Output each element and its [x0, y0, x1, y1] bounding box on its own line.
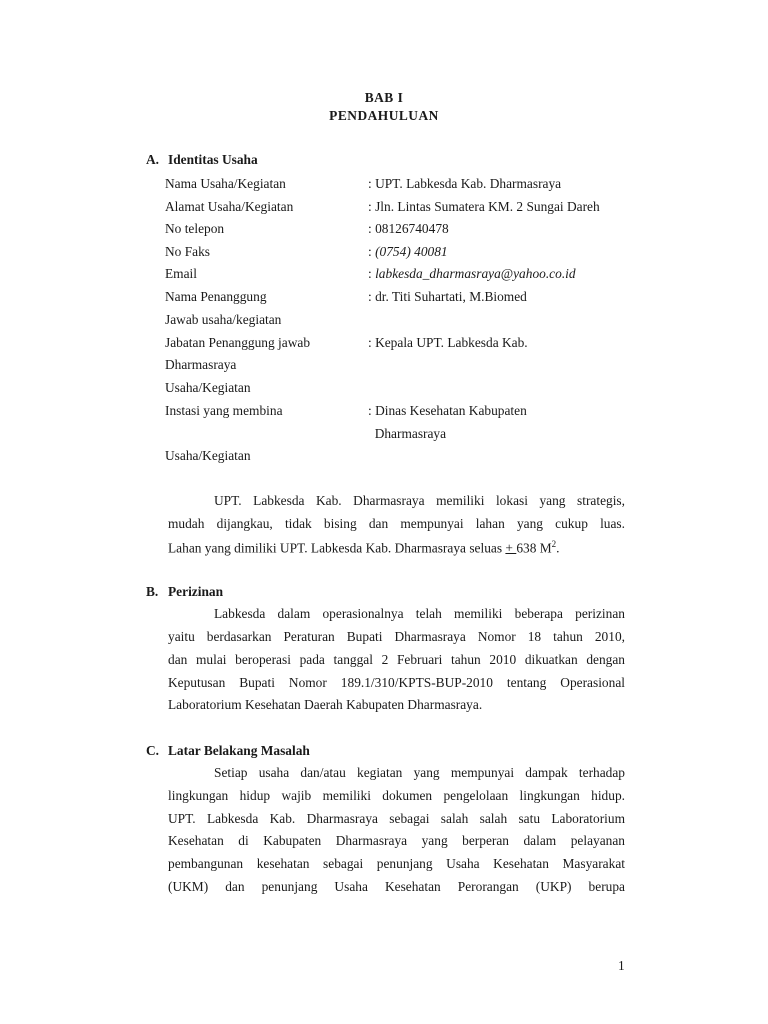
section-b-title: Perizinan	[168, 584, 224, 599]
identity-value	[368, 266, 576, 282]
paragraph-line: Setiap usaha dan/atau kegiatan yang mempunyai dampak terhadap	[214, 765, 625, 780]
identity-colon: :	[368, 266, 376, 281]
identity-value: : Dinas Kesehatan Kabupaten	[368, 403, 527, 418]
paragraph-line: mudah dijangkau, tidak bising dan mempunyai lahan yang cukup luas.	[168, 516, 625, 531]
identity-value: : Kepala UPT. Labkesda Kab.	[368, 335, 528, 350]
identity-label: Usaha/Kegiatan	[165, 380, 251, 395]
identity-label: Nama Usaha/Kegiatan	[165, 176, 286, 191]
section-b-letter: B.	[146, 584, 159, 599]
paragraph-line: Keputusan Bupati Nomor 189.1/310/KPTS-BUP-2010 tentang Operasional	[168, 675, 625, 690]
land-area: 638 M	[516, 540, 552, 556]
identity-value: : 08126740478	[368, 221, 449, 236]
land-text: Lahan yang dimiliki UPT. Labkesda Kab. Dharmasraya seluas	[168, 540, 506, 556]
area-exponent: 2	[551, 539, 557, 549]
identity-value: : dr. Titi Suhartati, M.Biomed	[368, 289, 527, 304]
page-number: 1	[618, 958, 625, 973]
identity-label: Email	[165, 266, 197, 281]
paragraph-line	[168, 539, 625, 556]
identity-label: Nama Penanggung	[165, 289, 267, 304]
section-a-title: Identitas Usaha	[168, 152, 258, 167]
paragraph-line: Kesehatan di Kabupaten Dharmasraya yang berperan dalam pelayanan	[168, 833, 625, 848]
paragraph-line: Laboratorium Kesehatan Daerah Kabupaten Dharmasraya.	[168, 697, 483, 712]
land-end: .	[556, 540, 560, 556]
identity-label: Dharmasraya	[165, 357, 237, 372]
identity-value: : Jln. Lintas Sumatera KM. 2 Sungai Dareh	[368, 199, 600, 214]
section-c-title: Latar Belakang Masalah	[168, 743, 310, 758]
identity-value: Dharmasraya	[368, 426, 447, 441]
email-address: labkesda_dharmasraya@yahoo.co.id	[375, 266, 576, 281]
section-c-heading	[146, 743, 310, 759]
section-a-letter: A.	[146, 152, 160, 167]
paragraph-line: pembangunan kesehatan sebagai penunjang Usaha Kesehatan Masyarakat	[168, 856, 625, 871]
identity-value	[368, 244, 448, 260]
plus-minus-sign: +	[505, 540, 517, 556]
identity-label: No telepon	[165, 221, 225, 236]
fax-number: (0754) 40081	[375, 244, 448, 259]
paragraph-line: Labkesda dalam operasionalnya telah memiliki beberapa perizinan	[214, 606, 625, 621]
identity-label: Jawab usaha/kegiatan	[165, 312, 282, 327]
paragraph-line: dan mulai beroperasi pada tanggal 2 Februari tahun 2010 dikuatkan dengan	[168, 652, 625, 667]
identity-label: No Faks	[165, 244, 211, 259]
paragraph-line: UPT. Labkesda Kab. Dharmasraya sebagai salah salah satu Laboratorium	[168, 811, 625, 826]
identity-label: Alamat Usaha/Kegiatan	[165, 199, 294, 214]
identity-label: Jabatan Penanggung jawab	[165, 335, 311, 350]
identity-colon: :	[368, 244, 376, 259]
section-a-heading	[146, 152, 258, 168]
section-c-letter: C.	[146, 743, 160, 758]
chapter-title: PENDAHULUAN	[329, 108, 439, 123]
paragraph-line: yaitu berdasarkan Peraturan Bupati Dharmasraya Nomor 18 tahun 2010,	[168, 629, 625, 644]
paragraph-line: UPT. Labkesda Kab. Dharmasraya memiliki lokasi yang strategis,	[214, 493, 625, 508]
chapter-number: BAB I	[364, 90, 404, 105]
identity-value: : UPT. Labkesda Kab. Dharmasraya	[368, 176, 562, 191]
paragraph-line: (UKM) dan penunjang Usaha Kesehatan Perorangan (UKP) berupa	[168, 879, 625, 894]
section-b-heading	[146, 584, 223, 600]
paragraph-line: lingkungan hidup wajib memiliki dokumen pengelolaan lingkungan hidup.	[168, 788, 625, 803]
identity-label: Usaha/Kegiatan	[165, 448, 251, 463]
identity-label: Instasi yang membina	[165, 403, 283, 418]
